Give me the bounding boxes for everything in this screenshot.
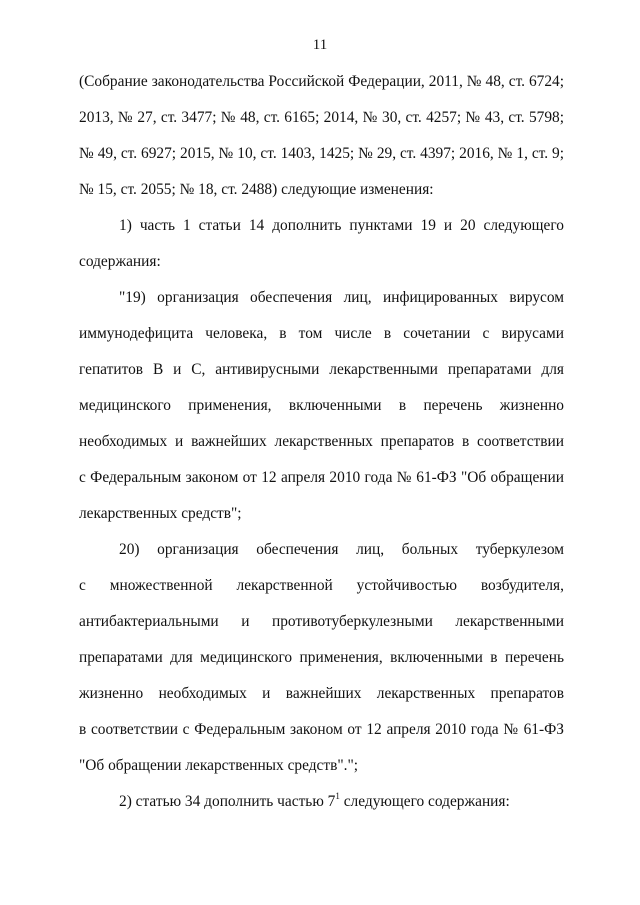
text-line: медицинского применения, включенными в перечень жизненно xyxy=(79,397,564,414)
text-line: 2013, № 27, ст. 3477; № 48, ст. 6165; 2014, № 30, ст. 4257; № 43, ст. 5798; xyxy=(79,109,564,126)
text-line: жизненно необходимых и важнейших лекарственных препаратов xyxy=(79,685,564,702)
text-line: содержания: xyxy=(79,253,161,270)
text-line: 1) часть 1 статьи 14 дополнить пунктами 19 и 20 следующего xyxy=(119,217,564,234)
text-line: "19) организация обеспечения лиц, инфицированных вирусом xyxy=(119,289,564,306)
superscript: 1 xyxy=(335,790,340,801)
text-line: антибактериальными и противотуберкулезными лекарственными xyxy=(79,613,564,630)
text-line: препаратами для медицинского применения, включенными в перечень xyxy=(79,649,564,666)
text-line: с Федеральным законом от 12 апреля 2010 года № 61-ФЗ "Об обращении xyxy=(79,469,564,486)
text-line-start: 2) статью 34 дополнить частью 7 xyxy=(119,793,336,810)
text-line: необходимых и важнейших лекарственных препаратов в соответствии xyxy=(79,433,564,450)
text-line: (Собрание законодательства Российской Федерации, 2011, № 48, ст. 6724; xyxy=(79,73,564,90)
text-line-end: следующего содержания: xyxy=(339,793,510,810)
text-line: с множественной лекарственной устойчивостью возбудителя, xyxy=(79,577,564,594)
text-line: № 49, ст. 6927; 2015, № 10, ст. 1403, 1425; № 29, ст. 4397; 2016, № 1, ст. 9; xyxy=(79,145,564,162)
text-line: "Об обращении лекарственных средств"."; xyxy=(79,757,359,774)
text-line: гепатитов B и C, антивирусными лекарственными препаратами для xyxy=(79,361,564,378)
text-line: в соответствии с Федеральным законом от 12 апреля 2010 года № 61-ФЗ xyxy=(79,721,564,738)
text-line: 20) организация обеспечения лиц, больных туберкулезом xyxy=(119,541,564,558)
text-line xyxy=(119,792,564,812)
page-number: 11 xyxy=(312,37,328,53)
text-line: № 15, ст. 2055; № 18, ст. 2488) следующие изменения: xyxy=(79,181,434,198)
text-line: иммунодефицита человека, в том числе в сочетании с вирусами xyxy=(79,325,564,342)
text-line: лекарственных средств"; xyxy=(79,505,242,522)
